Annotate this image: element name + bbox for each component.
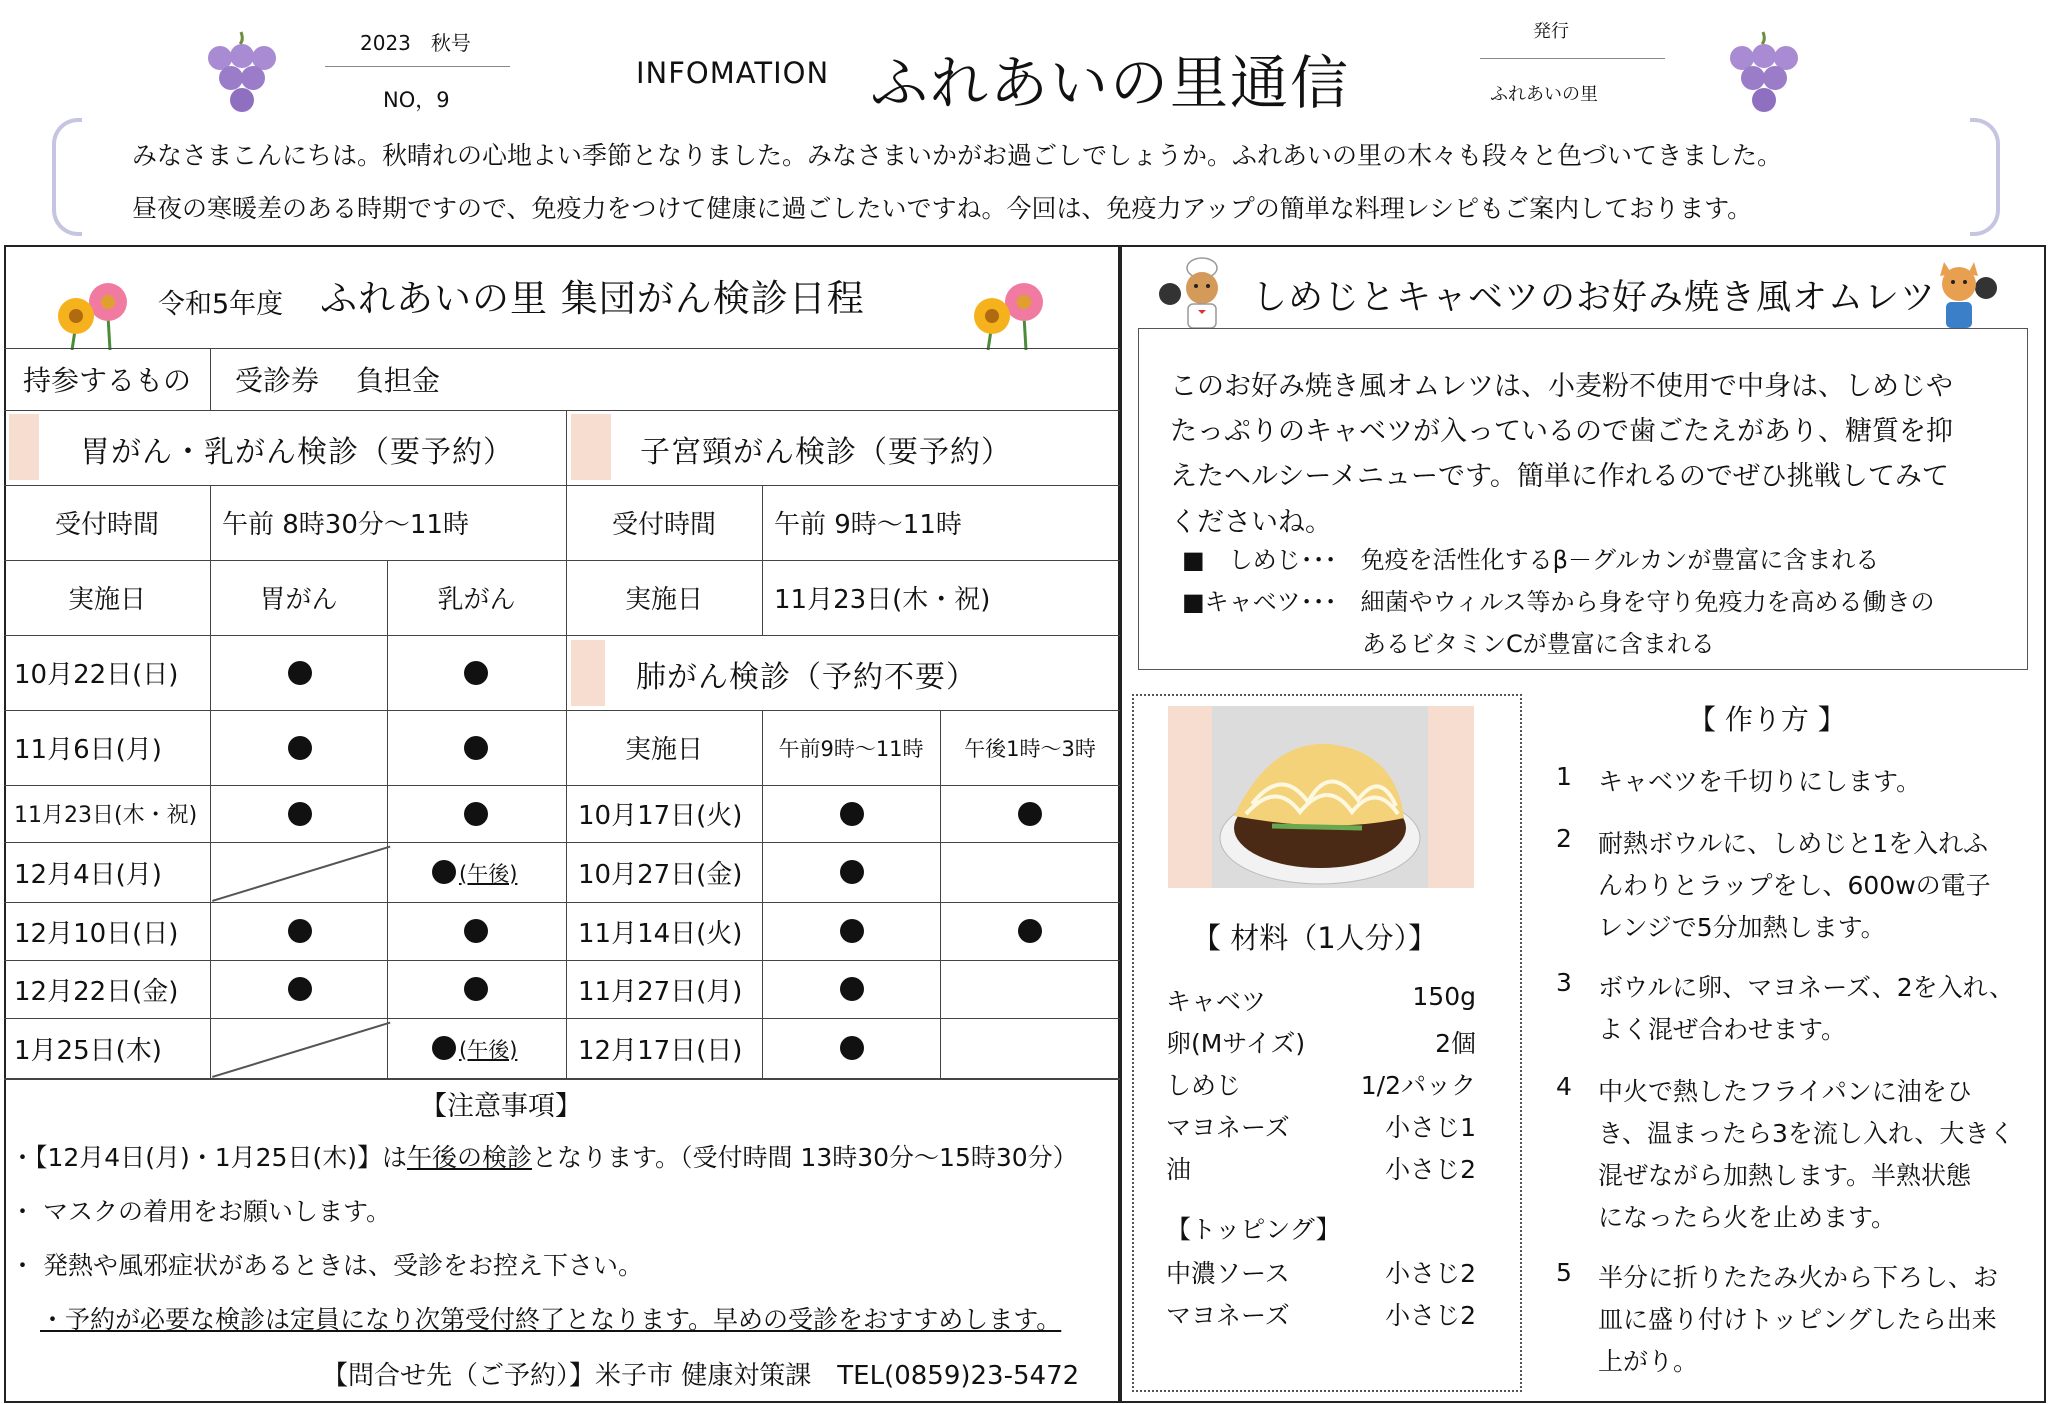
- schedule-title: ふれあいの里 集団がん検診日程: [320, 277, 865, 320]
- ingredient-name: しめじ: [1166, 1071, 1242, 1100]
- recipe-title: しめじとキャベツのお好み焼き風オムレツ: [1252, 278, 1937, 318]
- greeting-line: みなさまこんにちは。秋晴れの心地よい季節となりました。みなさまいかがお過ごしでしょうか。ふれあいの里の木々も段々と色づいてきました。: [132, 141, 1783, 170]
- afternoon-note: (午後): [459, 1038, 518, 1062]
- ingredients-title: 【 材料（1人分）】: [1192, 921, 1438, 955]
- lung-date: 10月17日(火): [578, 801, 743, 831]
- note-line: ・予約が必要な検診は定員になり次第受付終了となります。早めの受診をおすすめします。: [40, 1305, 1062, 1334]
- publisher-name: ふれあいの里: [1490, 84, 1598, 105]
- col-lung-am: 午前9時～11時: [778, 736, 924, 761]
- description-line: このお好み焼き風オムレツは、小麦粉不使用で中身は、しめじや: [1170, 371, 1953, 402]
- reception-time: 午前 8時30分～11時: [222, 510, 469, 540]
- step-text: 上がり。: [1598, 1347, 1699, 1376]
- info-label: INFOMATION: [636, 56, 830, 90]
- col-breast: 乳がん: [437, 585, 516, 615]
- ingredient-name: キャベツ: [1166, 987, 1267, 1016]
- sb-date: 12月22日(金): [14, 976, 179, 1007]
- ingredient-amount: 小さじ1: [1385, 1113, 1476, 1142]
- check-dot: [288, 736, 312, 760]
- topping-name: マヨネーズ: [1166, 1301, 1290, 1330]
- chef-dog-icon: [1154, 250, 1240, 330]
- description-line: えたヘルシーメニューです。簡単に作れるのでぜひ挑戦してみて: [1170, 461, 1949, 492]
- check-dot: [840, 919, 864, 943]
- divider: [762, 485, 763, 635]
- check-dot: [464, 977, 488, 1001]
- benefit-bullet: ■ しめじ･･･ 免疫を活性化するβ－グルカンが豊富に含まれる: [1182, 546, 1880, 574]
- cervical-reception-time: 午前 9時～11時: [774, 510, 962, 540]
- divider: [210, 348, 211, 410]
- check-dot: [464, 661, 488, 685]
- stomach-breast-title: 胃がん・乳がん検診（要予約）: [80, 435, 514, 470]
- contact-info: 【問合せ先（ご予約）】米子市 健康対策課 TEL(0859)23-5472: [322, 1361, 1080, 1391]
- notes-title: 【注意事項】: [420, 1091, 582, 1122]
- section-marker: [571, 640, 605, 706]
- section-marker: [571, 414, 611, 480]
- check-dot: [288, 919, 312, 943]
- check-dot: [432, 860, 456, 884]
- sb-date: 1月25日(木): [14, 1035, 162, 1066]
- lung-date: 11月27日(月): [578, 976, 743, 1007]
- bracket-right: [1970, 118, 2000, 236]
- lung-title: 肺がん検診（予約不要）: [636, 660, 977, 695]
- check-dot: [288, 977, 312, 1001]
- check-dot: [464, 802, 488, 826]
- description-line: くださいね。: [1170, 507, 1332, 538]
- issue-season: 2023 秋号: [360, 31, 471, 55]
- step-text: になったら火を止めます。: [1598, 1203, 1897, 1232]
- step-text: き、温まったら3を流し入れ、大きく: [1598, 1119, 2015, 1148]
- step-number: 3: [1556, 968, 1572, 997]
- check-dot: [288, 802, 312, 826]
- check-dot: [840, 1036, 864, 1060]
- step-text: 皿に盛り付けトッピングしたら出来: [1598, 1305, 1997, 1334]
- flower-icon: [966, 272, 1056, 350]
- divider: [4, 1078, 1120, 1080]
- check-dot: [432, 1036, 456, 1060]
- check-dot: [464, 736, 488, 760]
- step-text: 半分に折りたたみ火から下ろし、お: [1598, 1263, 1999, 1292]
- check-dot: [464, 919, 488, 943]
- cervical-title: 子宮頸がん検診（要予約）: [640, 435, 1012, 470]
- check-dot: [1018, 802, 1042, 826]
- lung-date: 10月27日(金): [578, 859, 743, 890]
- grape-icon: [1718, 28, 1808, 118]
- divider: [4, 410, 1120, 411]
- step-text: ボウルに卵、マヨネーズ、2を入れ、: [1598, 973, 2015, 1002]
- ingredient-name: 卵(Mサイズ): [1166, 1029, 1306, 1058]
- benefit-bullet: あるビタミンCが豊富に含まれる: [1362, 630, 1715, 658]
- lung-date: 11月14日(火): [578, 918, 743, 949]
- check-dot: [840, 977, 864, 1001]
- step-number: 1: [1556, 762, 1572, 791]
- issue-number: NO，9: [383, 88, 450, 112]
- cervical-date: 11月23日(木・祝): [774, 585, 991, 615]
- step-number: 5: [1556, 1258, 1572, 1287]
- step-text: 混ぜながら加熱します。半熟状態: [1598, 1161, 1972, 1190]
- sb-date: 12月10日(日): [14, 918, 179, 949]
- step-text: よく混ぜ合わせます。: [1598, 1015, 1847, 1044]
- reception-label: 受付時間: [54, 510, 159, 540]
- sb-date: 11月6日(月): [14, 735, 162, 765]
- lung-date: 12月17日(日): [578, 1035, 743, 1066]
- ingredient-amount: 150g: [1412, 982, 1476, 1011]
- step-text: キャベツを千切りにします。: [1598, 767, 1922, 796]
- note-line: ・ マスクの着用をお願いします。: [10, 1197, 391, 1226]
- step-number: 2: [1556, 824, 1572, 853]
- ingredient-amount: 1/2パック: [1360, 1071, 1476, 1100]
- newsletter-title: ふれあいの里通信: [870, 49, 1351, 117]
- afternoon-note: (午後): [459, 862, 518, 886]
- ingredient-name: マヨネーズ: [1166, 1113, 1290, 1142]
- bring-label: 持参するもの: [22, 364, 191, 397]
- col-stomach: 胃がん: [259, 585, 338, 615]
- benefit-bullet: ■キャベツ･･･ 細菌やウィルス等から身を守り免疫力を高める働きの: [1182, 588, 1935, 616]
- omelette-photo: [1212, 706, 1428, 888]
- topping-name: 中濃ソース: [1166, 1259, 1290, 1288]
- step-text: 耐熱ボウルに、しめじと1を入れふ: [1598, 829, 1989, 858]
- date-label: 実施日: [67, 585, 146, 615]
- check-dot: [288, 661, 312, 685]
- greeting-line: 昼夜の寒暖差のある時期ですので、免疫力をつけて健康に過ごしたいですね。今回は、免疫力アップの簡単な料理レシピもご案内しております。: [132, 194, 1753, 223]
- lung-date-label: 実施日: [624, 735, 703, 765]
- step-text: レンジで5分加熱します。: [1598, 913, 1886, 942]
- publisher-label: 発行: [1533, 21, 1569, 42]
- bring-items: 受診券 負担金: [235, 364, 440, 397]
- divider: [387, 635, 388, 1078]
- steps-title: 【 作り方 】: [1688, 703, 1846, 736]
- step-text: んわりとラップをし、600wの電子: [1598, 871, 1991, 900]
- topping-title: 【トッピング】: [1166, 1215, 1341, 1244]
- ingredient-name: 油: [1166, 1155, 1192, 1184]
- cervical-reception-label: 受付時間: [611, 510, 716, 540]
- sb-date: 12月4日(月): [14, 859, 162, 890]
- ingredient-amount: 小さじ2: [1385, 1155, 1476, 1184]
- ingredient-amount: 2個: [1435, 1029, 1476, 1058]
- step-number: 4: [1556, 1072, 1572, 1101]
- check-dot: [1018, 919, 1042, 943]
- cervical-date-label: 実施日: [624, 585, 703, 615]
- note-line: ・【12月4日(月)・1月25日(木)】は午後の検診となります。（受付時間 13時30分～15時30分）: [10, 1143, 1078, 1172]
- flower-icon: [50, 272, 140, 350]
- sb-date: 10月22日(日): [14, 660, 179, 690]
- step-text: 中火で熱したフライパンに油をひ: [1598, 1077, 1972, 1106]
- check-dot: [840, 860, 864, 884]
- schedule-year: 令和5年度: [158, 289, 284, 320]
- description-line: たっぷりのキャベツが入っているので歯ごたえがあり、糖質を抑: [1170, 416, 1953, 447]
- topping-amount: 小さじ2: [1385, 1301, 1476, 1330]
- sb-date: 11月23日(木・祝): [14, 803, 198, 828]
- col-lung-pm: 午後1時～3時: [964, 736, 1096, 761]
- grape-icon: [196, 28, 286, 118]
- divider: [325, 66, 510, 67]
- check-dot: [840, 802, 864, 826]
- bracket-left: [52, 118, 82, 236]
- section-marker: [9, 414, 39, 480]
- note-line: ・ 発熱や風邪症状があるときは、受診をお控え下さい。: [10, 1251, 643, 1280]
- topping-amount: 小さじ2: [1385, 1259, 1476, 1288]
- divider: [1480, 58, 1665, 59]
